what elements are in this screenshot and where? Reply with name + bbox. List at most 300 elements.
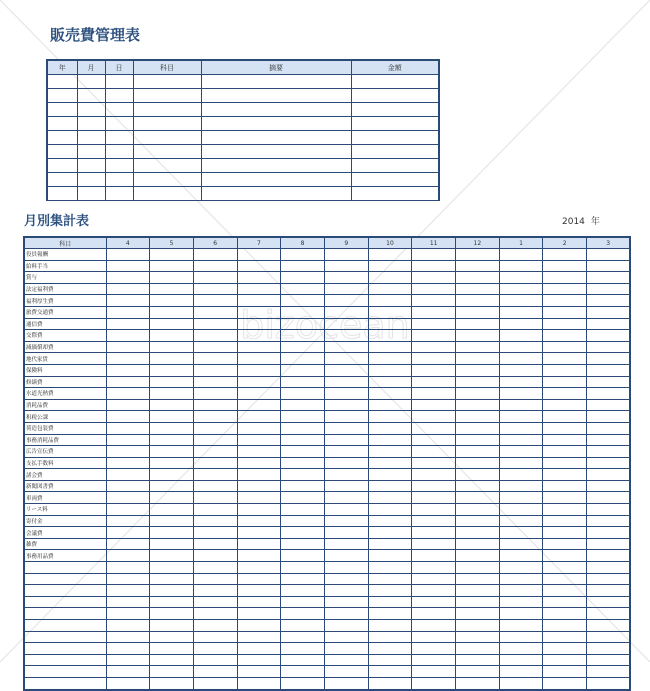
amount-cell[interactable] — [281, 249, 325, 261]
amount-cell[interactable] — [106, 457, 150, 469]
amount-cell[interactable] — [106, 422, 150, 434]
ledger-cell[interactable] — [77, 117, 105, 131]
ledger-cell[interactable] — [47, 187, 77, 201]
amount-cell[interactable] — [368, 295, 412, 307]
amount-cell[interactable] — [237, 538, 281, 550]
amount-cell[interactable] — [456, 388, 500, 400]
amount-cell[interactable] — [368, 469, 412, 481]
amount-cell[interactable] — [368, 666, 412, 678]
amount-cell[interactable] — [193, 364, 237, 376]
amount-cell[interactable] — [193, 492, 237, 504]
amount-cell[interactable] — [499, 457, 543, 469]
amount-cell[interactable] — [281, 364, 325, 376]
amount-cell[interactable] — [412, 341, 456, 353]
amount-cell[interactable] — [368, 562, 412, 574]
amount-cell[interactable] — [281, 341, 325, 353]
amount-cell[interactable] — [412, 469, 456, 481]
amount-cell[interactable] — [193, 283, 237, 295]
amount-cell[interactable] — [150, 364, 194, 376]
amount-cell[interactable] — [237, 596, 281, 608]
amount-cell[interactable] — [543, 283, 587, 295]
amount-cell[interactable] — [193, 272, 237, 284]
amount-cell[interactable] — [456, 295, 500, 307]
amount-cell[interactable] — [499, 364, 543, 376]
amount-cell[interactable] — [150, 666, 194, 678]
amount-cell[interactable] — [324, 283, 368, 295]
ledger-cell[interactable] — [77, 75, 105, 89]
amount-cell[interactable] — [237, 399, 281, 411]
ledger-cell[interactable] — [351, 159, 439, 173]
ledger-cell[interactable] — [133, 103, 201, 117]
amount-cell[interactable] — [543, 272, 587, 284]
amount-cell[interactable] — [368, 411, 412, 423]
amount-cell[interactable] — [237, 562, 281, 574]
amount-cell[interactable] — [281, 318, 325, 330]
amount-cell[interactable] — [324, 596, 368, 608]
amount-cell[interactable] — [587, 341, 631, 353]
amount-cell[interactable] — [543, 550, 587, 562]
amount-cell[interactable] — [456, 620, 500, 632]
amount-cell[interactable] — [106, 364, 150, 376]
amount-cell[interactable] — [150, 422, 194, 434]
ledger-cell[interactable] — [47, 117, 77, 131]
amount-cell[interactable] — [456, 341, 500, 353]
amount-cell[interactable] — [150, 573, 194, 585]
amount-cell[interactable] — [324, 330, 368, 342]
amount-cell[interactable] — [281, 272, 325, 284]
amount-cell[interactable] — [499, 422, 543, 434]
amount-cell[interactable] — [150, 272, 194, 284]
amount-cell[interactable] — [456, 457, 500, 469]
amount-cell[interactable] — [150, 434, 194, 446]
amount-cell[interactable] — [456, 434, 500, 446]
amount-cell[interactable] — [281, 666, 325, 678]
amount-cell[interactable] — [237, 643, 281, 655]
amount-cell[interactable] — [368, 620, 412, 632]
ledger-cell[interactable] — [77, 187, 105, 201]
amount-cell[interactable] — [587, 446, 631, 458]
amount-cell[interactable] — [150, 399, 194, 411]
amount-cell[interactable] — [281, 260, 325, 272]
amount-cell[interactable] — [499, 399, 543, 411]
amount-cell[interactable] — [281, 608, 325, 620]
amount-cell[interactable] — [368, 504, 412, 516]
amount-cell[interactable] — [324, 388, 368, 400]
amount-cell[interactable] — [499, 596, 543, 608]
amount-cell[interactable] — [456, 399, 500, 411]
amount-cell[interactable] — [106, 376, 150, 388]
amount-cell[interactable] — [499, 318, 543, 330]
ledger-cell[interactable] — [201, 173, 351, 187]
amount-cell[interactable] — [412, 422, 456, 434]
amount-cell[interactable] — [150, 504, 194, 516]
amount-cell[interactable] — [150, 341, 194, 353]
amount-cell[interactable] — [543, 666, 587, 678]
ledger-cell[interactable] — [201, 131, 351, 145]
ledger-cell[interactable] — [201, 75, 351, 89]
amount-cell[interactable] — [237, 434, 281, 446]
ledger-cell[interactable] — [105, 117, 133, 131]
amount-cell[interactable] — [543, 654, 587, 666]
amount-cell[interactable] — [193, 643, 237, 655]
amount-cell[interactable] — [368, 515, 412, 527]
amount-cell[interactable] — [106, 677, 150, 689]
amount-cell[interactable] — [324, 249, 368, 261]
amount-cell[interactable] — [456, 562, 500, 574]
amount-cell[interactable] — [324, 376, 368, 388]
amount-cell[interactable] — [237, 585, 281, 597]
amount-cell[interactable] — [456, 446, 500, 458]
amount-cell[interactable] — [499, 260, 543, 272]
amount-cell[interactable] — [543, 260, 587, 272]
amount-cell[interactable] — [587, 318, 631, 330]
amount-cell[interactable] — [106, 573, 150, 585]
amount-cell[interactable] — [412, 666, 456, 678]
amount-cell[interactable] — [543, 457, 587, 469]
ledger-cell[interactable] — [105, 187, 133, 201]
amount-cell[interactable] — [587, 434, 631, 446]
amount-cell[interactable] — [543, 353, 587, 365]
amount-cell[interactable] — [587, 364, 631, 376]
amount-cell[interactable] — [456, 666, 500, 678]
amount-cell[interactable] — [543, 527, 587, 539]
ledger-cell[interactable] — [201, 145, 351, 159]
amount-cell[interactable] — [412, 562, 456, 574]
amount-cell[interactable] — [324, 306, 368, 318]
amount-cell[interactable] — [193, 631, 237, 643]
amount-cell[interactable] — [281, 480, 325, 492]
amount-cell[interactable] — [106, 353, 150, 365]
amount-cell[interactable] — [456, 596, 500, 608]
amount-cell[interactable] — [412, 538, 456, 550]
ledger-cell[interactable] — [351, 187, 439, 201]
amount-cell[interactable] — [106, 608, 150, 620]
amount-cell[interactable] — [587, 643, 631, 655]
amount-cell[interactable] — [456, 515, 500, 527]
amount-cell[interactable] — [106, 306, 150, 318]
amount-cell[interactable] — [281, 295, 325, 307]
ledger-cell[interactable] — [105, 75, 133, 89]
ledger-cell[interactable] — [77, 159, 105, 173]
amount-cell[interactable] — [499, 631, 543, 643]
amount-cell[interactable] — [324, 504, 368, 516]
amount-cell[interactable] — [499, 654, 543, 666]
amount-cell[interactable] — [456, 272, 500, 284]
amount-cell[interactable] — [543, 422, 587, 434]
amount-cell[interactable] — [106, 399, 150, 411]
amount-cell[interactable] — [106, 538, 150, 550]
amount-cell[interactable] — [499, 666, 543, 678]
ledger-cell[interactable] — [201, 103, 351, 117]
amount-cell[interactable] — [237, 249, 281, 261]
amount-cell[interactable] — [587, 654, 631, 666]
amount-cell[interactable] — [412, 306, 456, 318]
amount-cell[interactable] — [587, 527, 631, 539]
ledger-cell[interactable] — [133, 117, 201, 131]
ledger-cell[interactable] — [133, 159, 201, 173]
amount-cell[interactable] — [324, 620, 368, 632]
amount-cell[interactable] — [456, 249, 500, 261]
amount-cell[interactable] — [324, 527, 368, 539]
amount-cell[interactable] — [281, 643, 325, 655]
amount-cell[interactable] — [324, 631, 368, 643]
amount-cell[interactable] — [368, 330, 412, 342]
amount-cell[interactable] — [324, 677, 368, 689]
amount-cell[interactable] — [193, 480, 237, 492]
amount-cell[interactable] — [237, 527, 281, 539]
amount-cell[interactable] — [150, 457, 194, 469]
amount-cell[interactable] — [543, 620, 587, 632]
amount-cell[interactable] — [150, 654, 194, 666]
ledger-cell[interactable] — [47, 159, 77, 173]
amount-cell[interactable] — [193, 596, 237, 608]
amount-cell[interactable] — [543, 469, 587, 481]
amount-cell[interactable] — [587, 620, 631, 632]
amount-cell[interactable] — [150, 376, 194, 388]
amount-cell[interactable] — [193, 573, 237, 585]
amount-cell[interactable] — [106, 515, 150, 527]
amount-cell[interactable] — [456, 550, 500, 562]
amount-cell[interactable] — [368, 677, 412, 689]
amount-cell[interactable] — [193, 585, 237, 597]
amount-cell[interactable] — [456, 608, 500, 620]
amount-cell[interactable] — [587, 492, 631, 504]
amount-cell[interactable] — [281, 457, 325, 469]
amount-cell[interactable] — [543, 504, 587, 516]
ledger-cell[interactable] — [201, 89, 351, 103]
amount-cell[interactable] — [412, 480, 456, 492]
amount-cell[interactable] — [368, 272, 412, 284]
amount-cell[interactable] — [543, 341, 587, 353]
amount-cell[interactable] — [499, 643, 543, 655]
amount-cell[interactable] — [106, 272, 150, 284]
amount-cell[interactable] — [193, 677, 237, 689]
amount-cell[interactable] — [456, 527, 500, 539]
amount-cell[interactable] — [150, 585, 194, 597]
ledger-cell[interactable] — [201, 187, 351, 201]
amount-cell[interactable] — [368, 643, 412, 655]
amount-cell[interactable] — [106, 550, 150, 562]
amount-cell[interactable] — [499, 306, 543, 318]
amount-cell[interactable] — [587, 411, 631, 423]
amount-cell[interactable] — [237, 260, 281, 272]
amount-cell[interactable] — [237, 272, 281, 284]
amount-cell[interactable] — [237, 388, 281, 400]
amount-cell[interactable] — [237, 446, 281, 458]
amount-cell[interactable] — [368, 318, 412, 330]
amount-cell[interactable] — [106, 434, 150, 446]
ledger-cell[interactable] — [77, 103, 105, 117]
amount-cell[interactable] — [543, 562, 587, 574]
amount-cell[interactable] — [237, 318, 281, 330]
amount-cell[interactable] — [499, 504, 543, 516]
amount-cell[interactable] — [237, 411, 281, 423]
amount-cell[interactable] — [499, 295, 543, 307]
amount-cell[interactable] — [193, 330, 237, 342]
amount-cell[interactable] — [281, 538, 325, 550]
amount-cell[interactable] — [281, 654, 325, 666]
amount-cell[interactable] — [193, 318, 237, 330]
amount-cell[interactable] — [281, 434, 325, 446]
amount-cell[interactable] — [412, 434, 456, 446]
amount-cell[interactable] — [543, 364, 587, 376]
amount-cell[interactable] — [456, 677, 500, 689]
amount-cell[interactable] — [543, 318, 587, 330]
amount-cell[interactable] — [368, 260, 412, 272]
amount-cell[interactable] — [324, 422, 368, 434]
amount-cell[interactable] — [281, 515, 325, 527]
amount-cell[interactable] — [543, 492, 587, 504]
amount-cell[interactable] — [412, 353, 456, 365]
amount-cell[interactable] — [587, 504, 631, 516]
amount-cell[interactable] — [543, 376, 587, 388]
amount-cell[interactable] — [150, 538, 194, 550]
amount-cell[interactable] — [368, 434, 412, 446]
ledger-cell[interactable] — [351, 145, 439, 159]
amount-cell[interactable] — [324, 654, 368, 666]
amount-cell[interactable] — [499, 249, 543, 261]
ledger-cell[interactable] — [47, 89, 77, 103]
amount-cell[interactable] — [412, 620, 456, 632]
amount-cell[interactable] — [543, 608, 587, 620]
ledger-cell[interactable] — [133, 89, 201, 103]
amount-cell[interactable] — [587, 562, 631, 574]
amount-cell[interactable] — [499, 677, 543, 689]
amount-cell[interactable] — [412, 260, 456, 272]
amount-cell[interactable] — [456, 353, 500, 365]
ledger-cell[interactable] — [77, 131, 105, 145]
amount-cell[interactable] — [237, 283, 281, 295]
amount-cell[interactable] — [368, 585, 412, 597]
amount-cell[interactable] — [412, 492, 456, 504]
amount-cell[interactable] — [368, 608, 412, 620]
amount-cell[interactable] — [412, 411, 456, 423]
amount-cell[interactable] — [368, 550, 412, 562]
amount-cell[interactable] — [456, 504, 500, 516]
amount-cell[interactable] — [456, 469, 500, 481]
amount-cell[interactable] — [499, 353, 543, 365]
amount-cell[interactable] — [543, 585, 587, 597]
amount-cell[interactable] — [193, 422, 237, 434]
amount-cell[interactable] — [543, 434, 587, 446]
amount-cell[interactable] — [150, 260, 194, 272]
amount-cell[interactable] — [106, 596, 150, 608]
amount-cell[interactable] — [237, 364, 281, 376]
ledger-cell[interactable] — [351, 103, 439, 117]
ledger-cell[interactable] — [351, 89, 439, 103]
amount-cell[interactable] — [543, 573, 587, 585]
amount-cell[interactable] — [412, 585, 456, 597]
amount-cell[interactable] — [281, 492, 325, 504]
amount-cell[interactable] — [193, 469, 237, 481]
amount-cell[interactable] — [150, 330, 194, 342]
amount-cell[interactable] — [368, 306, 412, 318]
amount-cell[interactable] — [456, 376, 500, 388]
amount-cell[interactable] — [456, 283, 500, 295]
amount-cell[interactable] — [106, 654, 150, 666]
amount-cell[interactable] — [237, 677, 281, 689]
amount-cell[interactable] — [587, 249, 631, 261]
amount-cell[interactable] — [587, 480, 631, 492]
amount-cell[interactable] — [368, 364, 412, 376]
amount-cell[interactable] — [281, 527, 325, 539]
amount-cell[interactable] — [412, 399, 456, 411]
amount-cell[interactable] — [456, 318, 500, 330]
ledger-cell[interactable] — [47, 173, 77, 187]
amount-cell[interactable] — [281, 573, 325, 585]
amount-cell[interactable] — [193, 341, 237, 353]
amount-cell[interactable] — [543, 330, 587, 342]
amount-cell[interactable] — [499, 469, 543, 481]
amount-cell[interactable] — [412, 643, 456, 655]
amount-cell[interactable] — [543, 515, 587, 527]
amount-cell[interactable] — [193, 654, 237, 666]
amount-cell[interactable] — [543, 677, 587, 689]
amount-cell[interactable] — [456, 573, 500, 585]
amount-cell[interactable] — [150, 550, 194, 562]
amount-cell[interactable] — [412, 677, 456, 689]
amount-cell[interactable] — [106, 283, 150, 295]
amount-cell[interactable] — [587, 376, 631, 388]
amount-cell[interactable] — [412, 654, 456, 666]
amount-cell[interactable] — [456, 260, 500, 272]
ledger-cell[interactable] — [133, 145, 201, 159]
amount-cell[interactable] — [106, 318, 150, 330]
amount-cell[interactable] — [150, 306, 194, 318]
amount-cell[interactable] — [106, 295, 150, 307]
amount-cell[interactable] — [499, 434, 543, 446]
amount-cell[interactable] — [281, 376, 325, 388]
amount-cell[interactable] — [543, 446, 587, 458]
amount-cell[interactable] — [150, 608, 194, 620]
amount-cell[interactable] — [412, 573, 456, 585]
amount-cell[interactable] — [543, 538, 587, 550]
amount-cell[interactable] — [281, 562, 325, 574]
amount-cell[interactable] — [587, 608, 631, 620]
amount-cell[interactable] — [324, 364, 368, 376]
amount-cell[interactable] — [281, 677, 325, 689]
amount-cell[interactable] — [150, 643, 194, 655]
amount-cell[interactable] — [237, 480, 281, 492]
amount-cell[interactable] — [281, 388, 325, 400]
amount-cell[interactable] — [368, 399, 412, 411]
amount-cell[interactable] — [543, 306, 587, 318]
amount-cell[interactable] — [543, 596, 587, 608]
amount-cell[interactable] — [412, 249, 456, 261]
amount-cell[interactable] — [324, 538, 368, 550]
amount-cell[interactable] — [412, 318, 456, 330]
amount-cell[interactable] — [587, 585, 631, 597]
amount-cell[interactable] — [587, 631, 631, 643]
amount-cell[interactable] — [412, 515, 456, 527]
amount-cell[interactable] — [587, 469, 631, 481]
amount-cell[interactable] — [499, 550, 543, 562]
amount-cell[interactable] — [237, 422, 281, 434]
amount-cell[interactable] — [368, 492, 412, 504]
amount-cell[interactable] — [456, 306, 500, 318]
amount-cell[interactable] — [281, 446, 325, 458]
amount-cell[interactable] — [237, 504, 281, 516]
amount-cell[interactable] — [412, 446, 456, 458]
amount-cell[interactable] — [368, 596, 412, 608]
amount-cell[interactable] — [281, 504, 325, 516]
amount-cell[interactable] — [150, 596, 194, 608]
amount-cell[interactable] — [499, 608, 543, 620]
amount-cell[interactable] — [150, 631, 194, 643]
amount-cell[interactable] — [412, 457, 456, 469]
amount-cell[interactable] — [150, 446, 194, 458]
amount-cell[interactable] — [237, 654, 281, 666]
